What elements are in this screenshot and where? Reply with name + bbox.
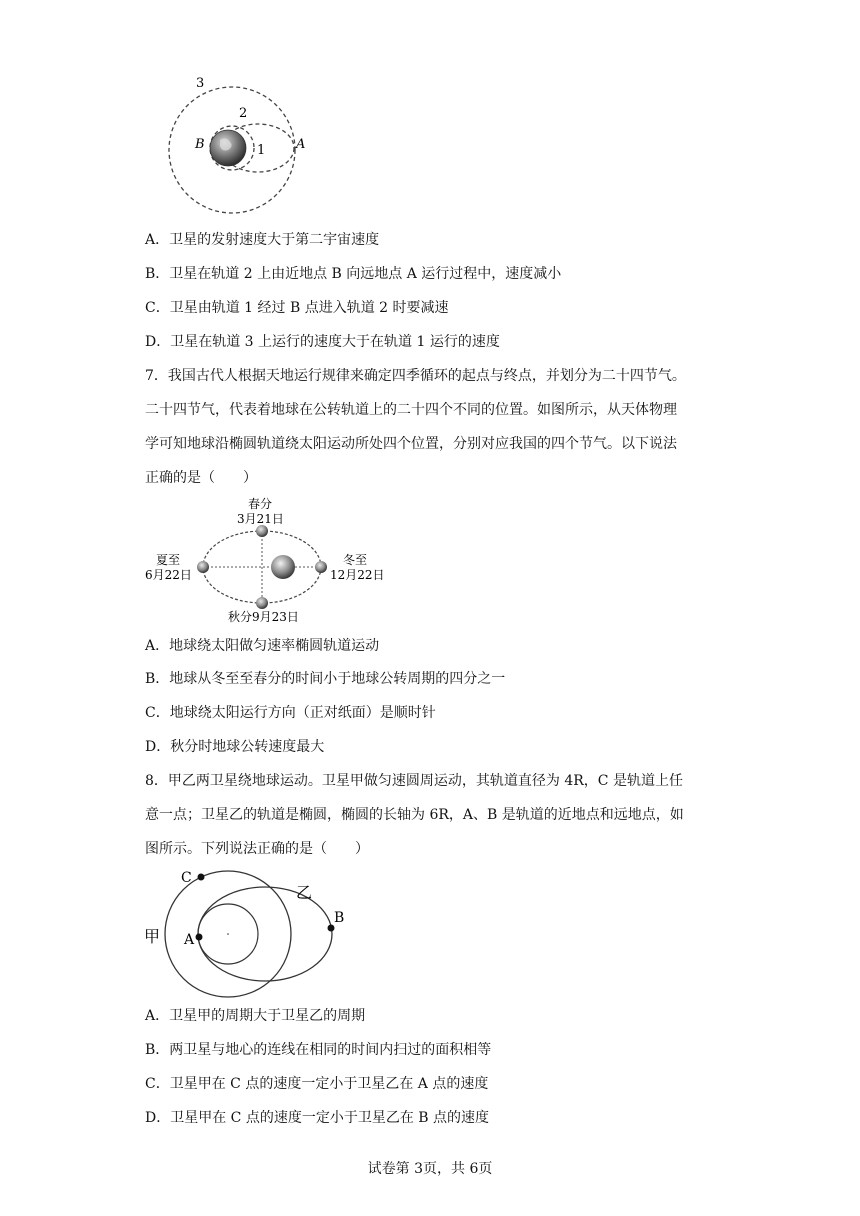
label-jia: 甲 bbox=[144, 927, 161, 946]
winter-date: 12月22日 bbox=[330, 568, 385, 582]
summer-label: 夏至 bbox=[156, 553, 181, 567]
q7-option-b: B．地球从冬至至春分的时间小于地球公转周期的四分之一 bbox=[145, 671, 506, 687]
q7-option-d: D．秋分时地球公转速度最大 bbox=[145, 739, 325, 755]
winter-label: 冬至 bbox=[343, 553, 368, 567]
label-yi: 乙 bbox=[296, 883, 313, 902]
q8-option-a: A．卫星甲的周期大于卫星乙的周期 bbox=[145, 1008, 366, 1024]
sun bbox=[271, 555, 295, 579]
page-footer: 试卷第 3页，共 6页 bbox=[367, 1161, 493, 1177]
q7-stem-line-4: 正确的是（ ） bbox=[145, 470, 257, 486]
earth-spring bbox=[256, 525, 268, 537]
q7-stem-line-1: 7．我国古代人根据天地运行规律来确定四季循环的起点与终点，并划分为二十四节气。 bbox=[145, 368, 686, 384]
q8-stem-line-3: 图所示。下列说法正确的是（ ） bbox=[145, 841, 369, 857]
earth-winter bbox=[315, 561, 327, 573]
summer-date: 6月22日 bbox=[145, 568, 192, 582]
q6-option-a: A．卫星的发射速度大于第二宇宙速度 bbox=[145, 232, 380, 248]
orbit3-label: 3 bbox=[196, 76, 205, 91]
earth-summer bbox=[197, 561, 209, 573]
orbit2-label: 2 bbox=[239, 106, 248, 121]
orbit1-label: 1 bbox=[257, 143, 266, 158]
solar-terms-figure bbox=[140, 494, 400, 624]
q8-stem-line-2: 意一点；卫星乙的轨道是椭圆，椭圆的长轴为 6R，A、B 是轨道的近地点和远地点，如 bbox=[145, 807, 684, 823]
label-c: C bbox=[181, 870, 192, 886]
point-c bbox=[198, 874, 205, 881]
label-a: A bbox=[184, 932, 195, 948]
q6-option-d: D．卫星在轨道 3 上运行的速度大于在轨道 1 运行的速度 bbox=[145, 334, 500, 350]
point-b-label: B bbox=[195, 137, 205, 152]
autumn-label: 秋分9月23日 bbox=[228, 610, 299, 624]
q6-option-c: C．卫星由轨道 1 经过 B 点进入轨道 2 时要减速 bbox=[145, 300, 449, 316]
q7-option-c: C．地球绕太阳运行方向（正对纸面）是顺时针 bbox=[145, 705, 436, 721]
q8-option-d: D．卫星甲在 C 点的速度一定小于卫星乙在 B 点的速度 bbox=[145, 1110, 490, 1126]
label-b: B bbox=[334, 910, 345, 926]
q7-stem-line-2: 二十四节气，代表着地球在公转轨道上的二十四个不同的位置。如图所示，从天体物理 bbox=[145, 402, 677, 418]
spring-label: 春分 bbox=[248, 497, 273, 511]
point-a bbox=[196, 934, 203, 941]
q6-option-b: B．卫星在轨道 2 上由近地点 B 向远地点 A 运行过程中，速度减小 bbox=[145, 266, 562, 282]
q7-stem-line-3: 学可知地球沿椭圆轨道绕太阳运动所处四个位置，分别对应我国的四个节气。以下说法 bbox=[145, 436, 677, 452]
earth-autumn bbox=[256, 597, 268, 609]
satellite-orbits-figure-q8 bbox=[140, 862, 360, 1002]
q8-option-b: B．两卫星与地心的连线在相同的时间内扫过的面积相等 bbox=[145, 1042, 492, 1058]
q8-stem-line-1: 8．甲乙两卫星绕地球运动。卫星甲做匀速圆周运动，其轨道直径为 4R，C 是轨道上任 bbox=[145, 773, 683, 789]
q7-option-a: A．地球绕太阳做匀速率椭圆轨道运动 bbox=[145, 638, 380, 654]
spring-date: 3月21日 bbox=[237, 512, 284, 526]
point-a-label: A bbox=[296, 137, 306, 152]
orbit-figure-q6 bbox=[160, 70, 310, 215]
q8-option-c: C．卫星甲在 C 点的速度一定小于卫星乙在 A 点的速度 bbox=[145, 1076, 489, 1092]
earth-center bbox=[227, 933, 229, 935]
